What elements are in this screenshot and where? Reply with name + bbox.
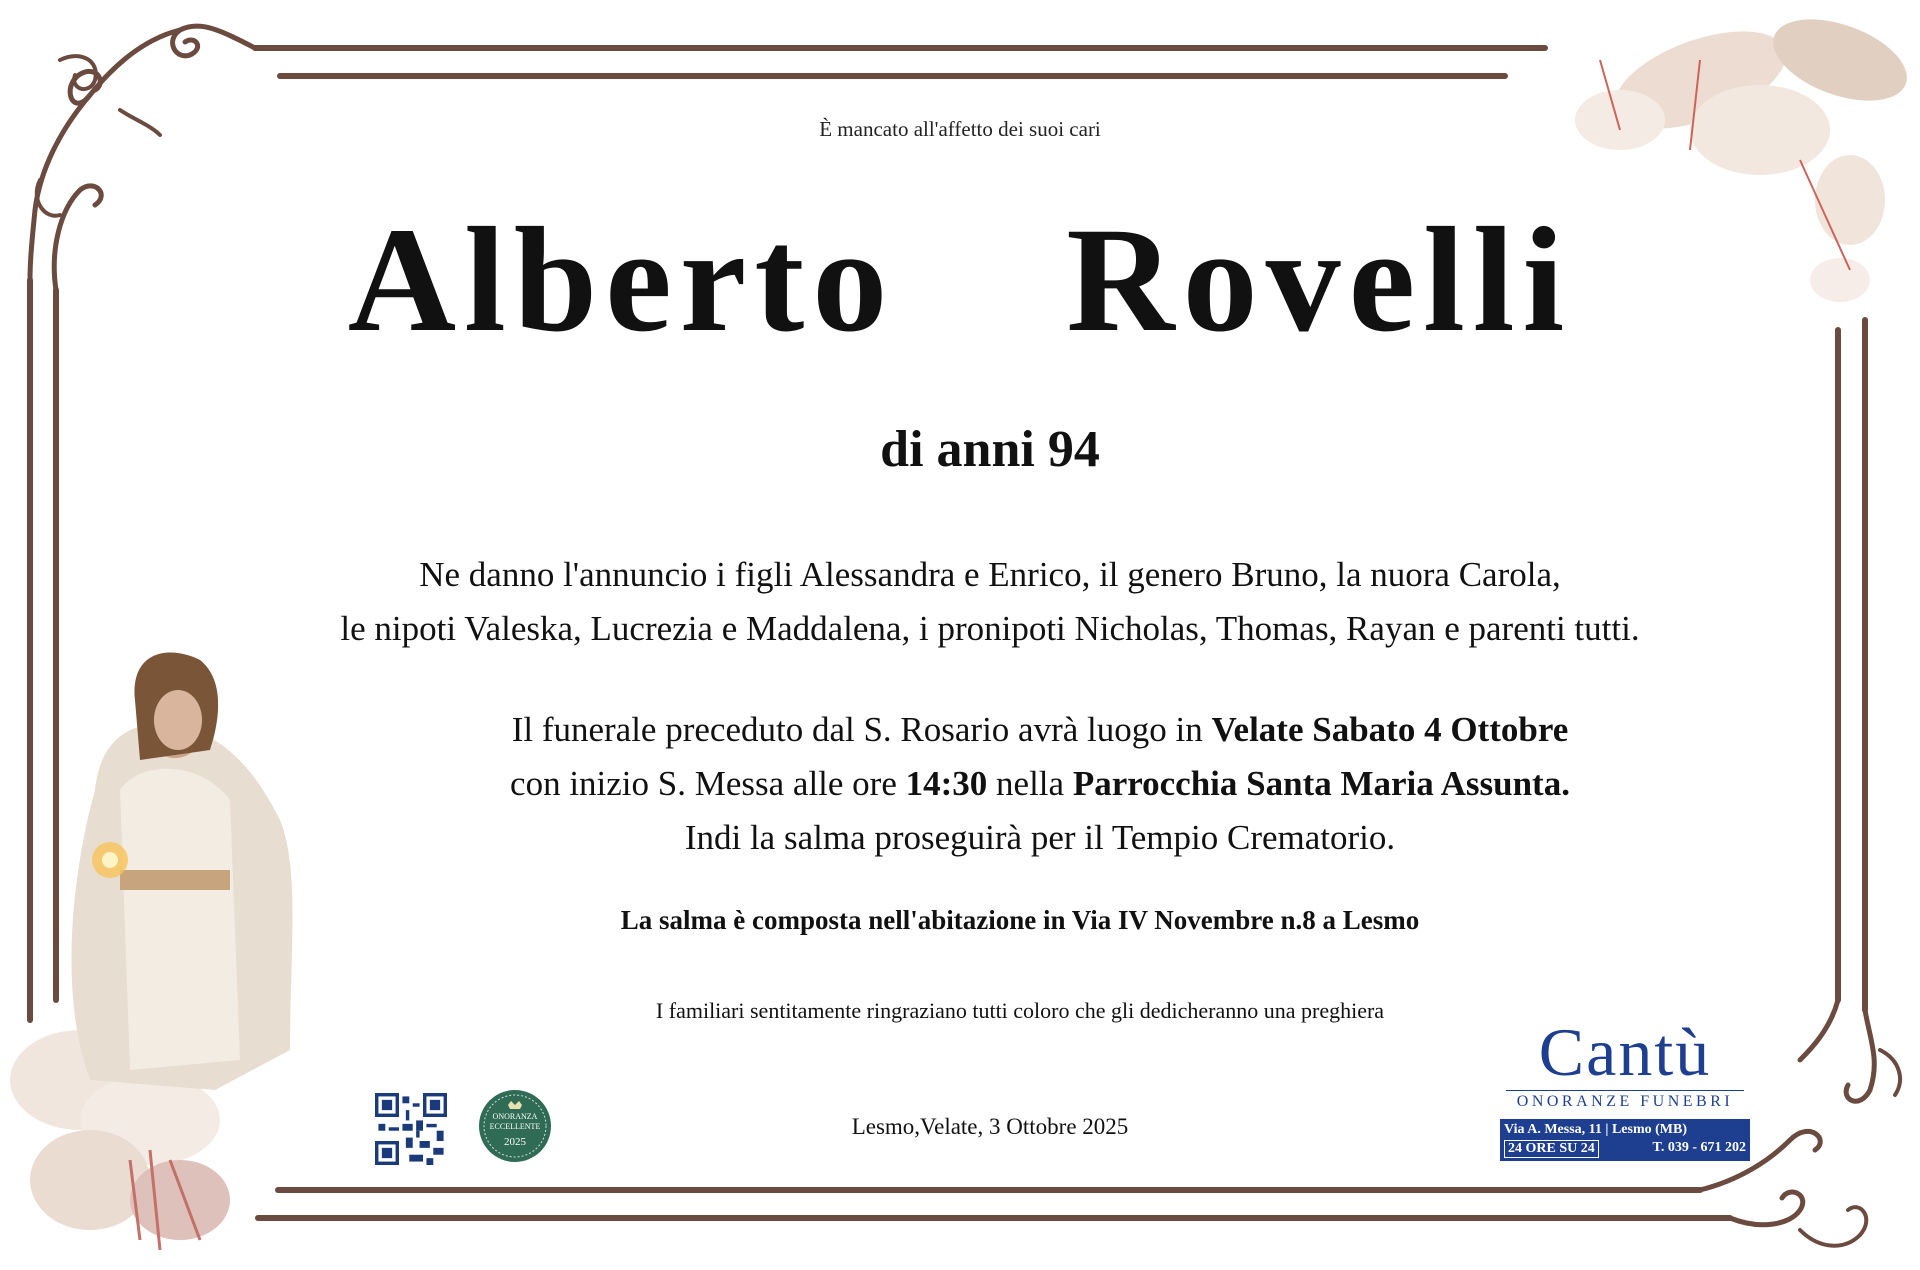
logo-subtitle: ONORANZE FUNEBRI <box>1506 1090 1744 1111</box>
funeral-line-2 <box>80 757 1920 811</box>
funeral-block <box>80 703 1920 865</box>
announcement-line-2: le nipoti Valeska, Lucrezia e Maddalena, i pronipoti Nicholas, Thomas, Rayan e parenti tutti. <box>340 609 1640 648</box>
announcement-block <box>60 548 1920 656</box>
logo-hours: 24 ORE SU 24 <box>1504 1140 1599 1158</box>
seal-year: 2025 <box>504 1136 526 1148</box>
announcement-line-1: Ne danno l'annuncio i figli Alessandra e Enrico, il genero Bruno, la nuora Carola, <box>419 555 1561 594</box>
funeral-place-date: Velate Sabato 4 Ottobre <box>1211 710 1569 749</box>
intro-text: È mancato all'affetto dei suoi cari <box>819 117 1101 141</box>
logo-contact-box <box>1500 1119 1750 1161</box>
funeral-text: Il funerale preceduto dal S. Rosario avrà luogo in <box>511 710 1212 749</box>
funeral-church: Parrocchia Santa Maria Assunta. <box>1072 764 1570 803</box>
funeral-line-3: Indi la salma proseguirà per il Tempio Crematorio. <box>684 818 1396 857</box>
logo-name: Cantù <box>1538 1014 1712 1090</box>
place-date: Lesmo,Velate, 3 Ottobre 2025 <box>851 1114 1129 1139</box>
qr-code-icon[interactable] <box>375 1093 447 1165</box>
funeral-text: nella <box>987 764 1073 803</box>
funeral-time: 14:30 <box>905 764 988 803</box>
age-text: di anni 94 <box>880 421 1100 478</box>
logo-phone: T. 039 - 671 202 <box>1652 1140 1746 1155</box>
funeral-line-1 <box>80 703 1920 757</box>
logo-address: Via A. Messa, 11 | Lesmo (MB) <box>1504 1122 1687 1137</box>
wake-info: La salma è composta nell'abitazione in Via IV Novembre n.8 a Lesmo <box>620 905 1420 935</box>
deceased-name: Alberto Rovelli <box>347 197 1573 363</box>
thanks-text: I familiari sentitamente ringraziano tutti coloro che gli dedicheranno una preghiera <box>655 998 1385 1023</box>
funeral-text: con inizio S. Messa alle ore <box>510 764 906 803</box>
seal-label: ONORANZA ECCELLENTE <box>489 1112 541 1131</box>
funeral-home-logo <box>1500 1014 1750 1161</box>
